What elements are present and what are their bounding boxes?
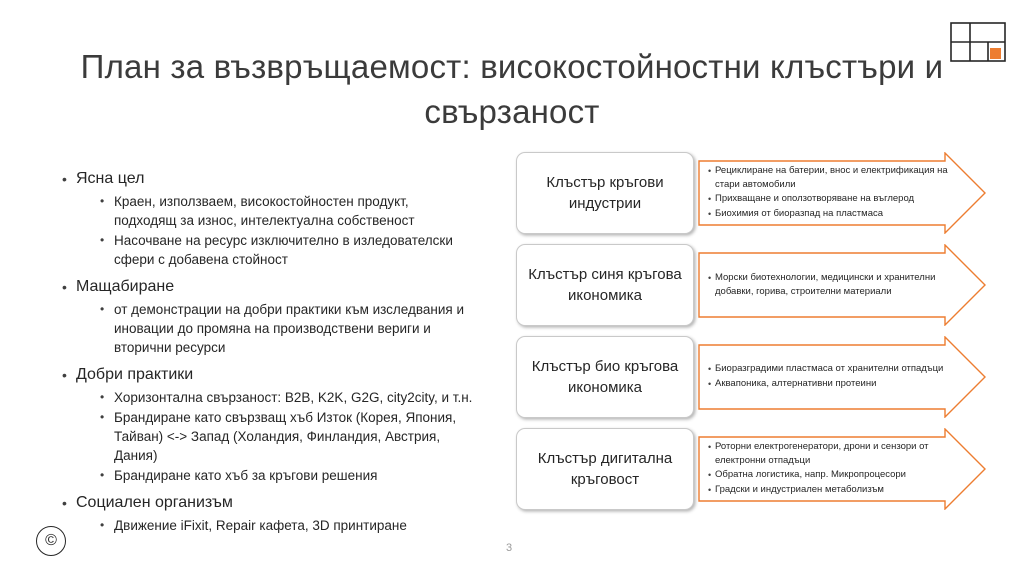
cluster-box[interactable] [516, 428, 694, 510]
bullet-level2 [100, 231, 492, 269]
cluster-items [708, 340, 948, 414]
bullet-level2 [100, 466, 492, 485]
bullet-sub-marker-icon: • [100, 468, 105, 482]
bullet-marker-icon: • [708, 273, 712, 283]
bullet-marker-icon: • [708, 209, 712, 219]
cluster-diagram [516, 152, 986, 527]
copyright-icon: © [36, 526, 66, 556]
bullet-level2-label: Брандиране като хъб за кръгови решения [114, 468, 378, 483]
cluster-box-label: Клъстър синя кръгова икономика [528, 266, 682, 304]
bullet-marker-icon: • [62, 495, 67, 511]
bullet-level1-label: Мащабиране [76, 278, 175, 295]
cluster-box-label: Клъстър био кръгова икономика [531, 358, 679, 396]
bullet-marker-icon: • [708, 166, 712, 176]
bullet-level2 [100, 516, 492, 535]
bullet-level1 [62, 492, 492, 514]
bullet-level1 [62, 168, 492, 190]
cluster-box-label: Клъстър дигитална кръговост [537, 450, 673, 488]
bullet-level1 [62, 276, 492, 298]
bullet-sub-marker-icon: • [100, 302, 105, 316]
cluster-item-text: Рециклиране на батерии, внос и електрификация на стари автомобили [715, 165, 948, 190]
bullet-marker-icon: • [708, 485, 712, 495]
bullet-level2-label: Краен, използваем, високостойностен продукт, подходящ за износ, интелектуална собственост [114, 194, 415, 228]
cluster-row [516, 428, 986, 510]
cluster-item [708, 362, 948, 376]
bullet-marker-icon: • [708, 364, 712, 374]
bullet-level1-label: Добри практики [76, 366, 194, 383]
cluster-items [708, 248, 948, 322]
cluster-box[interactable] [516, 152, 694, 234]
bullet-list [62, 168, 492, 542]
cluster-items [708, 156, 948, 230]
cluster-items [708, 432, 948, 506]
bullet-sub-marker-icon: • [100, 410, 105, 424]
cluster-item [708, 207, 948, 221]
bullet-level2-label: от демонстрации на добри практики към изследвания и иновации до промяна на производствени вериги и вторични ресурси [114, 302, 465, 355]
cluster-item-text: Роторни електрогенератори, дрони и сензори от електронни отпадъци [715, 441, 929, 466]
cluster-box[interactable] [516, 244, 694, 326]
cluster-box-label: Клъстър кръгови индустрии [546, 174, 664, 212]
page-number: 3 [506, 542, 513, 554]
cluster-box[interactable] [516, 336, 694, 418]
cluster-item-text: Аквапоника, алтернативни протеини [715, 378, 877, 389]
bullet-sub-marker-icon: • [100, 233, 105, 247]
bullet-level2-label: Насочване на ресурс изключително в изледователски сфери с добавена стойност [114, 233, 453, 267]
bullet-level2 [100, 192, 492, 230]
cluster-item [708, 468, 948, 482]
bullet-level2 [100, 300, 492, 357]
bullet-sub-marker-icon: • [100, 194, 105, 208]
page-title: План за възвръщаемост: високостойностни клъстъри и свързаност [80, 48, 944, 131]
bullet-level2 [100, 408, 492, 465]
cluster-item-text: Биохимия от биоразпад на пластмаса [715, 208, 884, 219]
cluster-item [708, 271, 948, 298]
bullet-level1-label: Социален организъм [76, 494, 233, 511]
bullet-group [62, 276, 492, 357]
bullet-group [62, 364, 492, 485]
cluster-item-text: Градски и индустриален метаболизъм [715, 484, 884, 495]
bullet-group [62, 168, 492, 269]
bullet-marker-icon: • [62, 279, 67, 295]
bullet-marker-icon: • [708, 194, 712, 204]
bullet-marker-icon: • [708, 470, 712, 480]
bullet-level2-label: Хоризонтална свързаност: B2B, K2K, G2G, city2city, и т.н. [114, 390, 473, 405]
cluster-row [516, 336, 986, 418]
bullet-level2-label: Движение iFixit, Repair кафета, 3D принтиране [114, 518, 407, 533]
bullet-level2-label: Брандиране като свързващ хъб Изток (Корея, Япония, Тайван) <-> Запад (Холандия, Финландия, Австрия, Дания) [114, 410, 457, 463]
cluster-item [708, 377, 948, 391]
cluster-row [516, 152, 986, 234]
cluster-item-text: Биоразградими пластмаса от хранителни отпадъци [715, 363, 944, 374]
cluster-item [708, 483, 948, 497]
bullet-marker-icon: • [62, 171, 67, 187]
cluster-item [708, 164, 948, 191]
bullet-level1 [62, 364, 492, 386]
bullet-sub-marker-icon: • [100, 390, 105, 404]
bullet-marker-icon: • [62, 367, 67, 383]
bullet-sub-marker-icon: • [100, 518, 105, 532]
cluster-item-text: Морски биотехнологии, медицински и хранителни добавки, горива, строителни материали [715, 272, 936, 297]
cluster-row [516, 244, 986, 326]
bullet-marker-icon: • [708, 442, 712, 452]
bullet-group [62, 492, 492, 535]
cluster-item [708, 192, 948, 206]
cluster-item-text: Обратна логистика, напр. Микропроцесори [715, 469, 906, 480]
cluster-item-text: Прихващане и оползотворяване на въглерод [715, 193, 915, 204]
cluster-item [708, 440, 948, 467]
bullet-level2 [100, 388, 492, 407]
company-logo-icon [950, 22, 1006, 62]
bullet-level1-label: Ясна цел [76, 170, 145, 187]
bullet-marker-icon: • [708, 379, 712, 389]
